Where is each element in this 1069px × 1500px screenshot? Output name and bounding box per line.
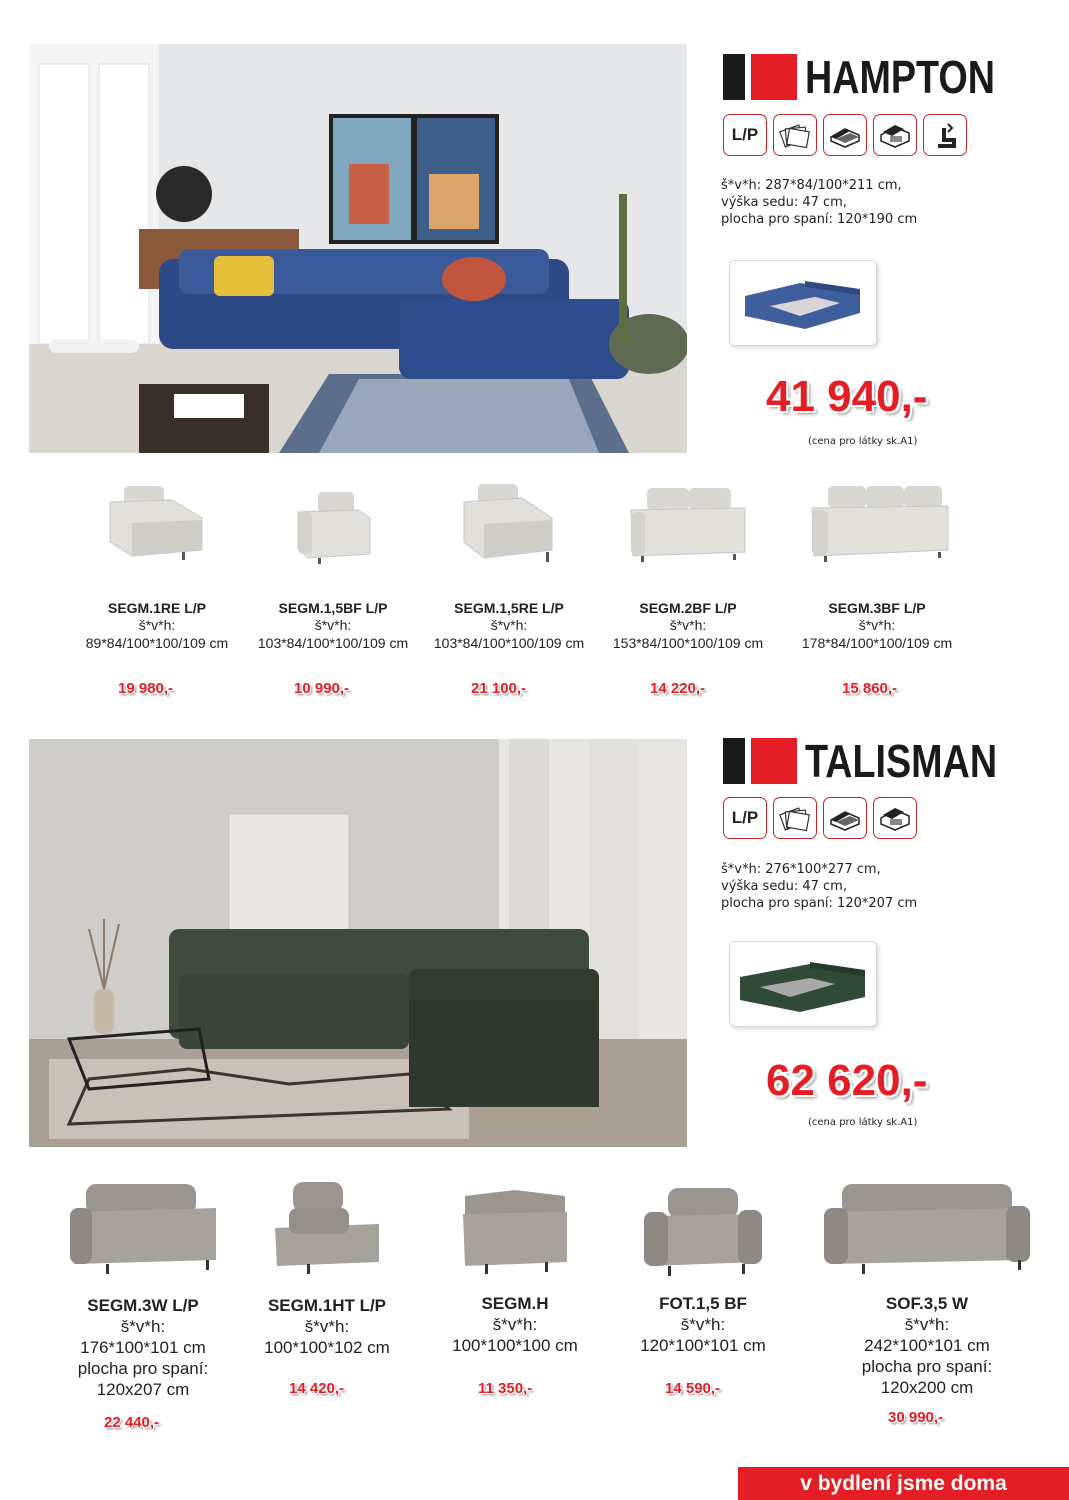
- segment-dim-label: š*v*h:: [304, 1317, 350, 1336]
- hampton-price-note: (cena pro látky sk.A1): [808, 436, 918, 447]
- segment-dim-label: š*v*h:: [490, 617, 528, 633]
- segment-dim-label: š*v*h:: [314, 617, 352, 633]
- spec-line: š*v*h: 287*84/100*211 cm,: [721, 178, 902, 193]
- spec-line: výška sedu: 47 cm,: [721, 195, 847, 210]
- segment-image: [66, 1178, 220, 1278]
- talisman-room-photo: [29, 739, 687, 1147]
- spec-line: plocha pro spaní: 120*207 cm: [721, 896, 918, 911]
- hampton-brand-logo: [723, 51, 1037, 103]
- talisman-segment: [60, 1178, 226, 1400]
- lp-label: L/P: [731, 808, 759, 827]
- lp-badge: [723, 797, 767, 839]
- segment-name: SOF.3,5 W: [885, 1294, 969, 1313]
- segment-image: [454, 478, 564, 568]
- segment-price: 19 980,-: [118, 680, 174, 697]
- logo-red-square: [751, 54, 797, 100]
- talisman-sleep-thumbnail: [729, 941, 877, 1027]
- segment-dims: 103*84/100*100/109 cm: [433, 635, 585, 651]
- talisman-brand-logo: [723, 735, 1039, 787]
- segment-sleep-area: 120x200 cm: [880, 1378, 974, 1397]
- talisman-specs: [721, 861, 917, 912]
- hampton-segment: [246, 478, 420, 652]
- segment-price: 14 590,-: [665, 1380, 721, 1397]
- spec-line: plocha pro spaní: 120*190 cm: [721, 212, 918, 227]
- segment-dims: 153*84/100*100/109 cm: [612, 635, 764, 651]
- hampton-segment: [422, 478, 596, 652]
- hampton-segment: [70, 478, 244, 652]
- talisman-title: TALISMAN: [805, 735, 998, 787]
- logo-black-bar: [723, 738, 745, 784]
- talisman-price-note: (cena pro látky sk.A1): [808, 1117, 918, 1128]
- talisman-feature-icons: [723, 797, 917, 839]
- footer-slogan: v bydlení jsme doma: [800, 1472, 1007, 1495]
- segment-dim-label: š*v*h:: [680, 1315, 726, 1334]
- segment-name: SEGM.1,5RE L/P: [454, 600, 564, 616]
- talisman-price: 62 620,-: [766, 1056, 928, 1105]
- segment-price: 10 990,-: [294, 680, 350, 697]
- segment-dims: 89*84/100*100/109 cm: [85, 635, 229, 651]
- segment-image: [802, 478, 952, 568]
- segment-price: 14 420,-: [289, 1380, 345, 1397]
- headrest-adjust-icon: [923, 114, 967, 156]
- logo-red-square: [751, 738, 797, 784]
- segment-dims: 100*100*102 cm: [264, 1338, 390, 1357]
- hampton-feature-icons: [723, 114, 967, 156]
- segment-name: SEGM.3BF L/P: [828, 600, 926, 616]
- segment-image: [267, 1178, 387, 1278]
- segment-sleep-label: plocha pro spaní:: [77, 1359, 209, 1378]
- logo-black-bar: [723, 54, 745, 100]
- segment-dim-label: š*v*h:: [492, 1315, 538, 1334]
- segment-price: 21 100,-: [471, 680, 527, 697]
- segment-name: FOT.1,5 BF: [659, 1294, 747, 1313]
- segment-image: [822, 1178, 1032, 1278]
- hampton-price: 41 940,-: [766, 372, 928, 421]
- segment-image: [455, 1178, 575, 1278]
- segment-dims: 176*100*101 cm: [80, 1338, 206, 1357]
- segment-dims: 242*100*101 cm: [864, 1336, 990, 1355]
- segment-dims: 100*100*100 cm: [452, 1336, 578, 1355]
- lp-badge: [723, 114, 767, 156]
- segment-dim-label: š*v*h:: [858, 617, 896, 633]
- talisman-segment: [620, 1178, 786, 1356]
- footer-slogan-bar: [738, 1467, 1069, 1500]
- hampton-room-photo: [29, 44, 687, 453]
- segment-price: 15 860,-: [842, 680, 898, 697]
- segment-price: 30 990,-: [888, 1409, 944, 1426]
- segment-name: SEGM.3W L/P: [87, 1296, 199, 1315]
- segment-name: SEGM.1RE L/P: [107, 600, 207, 616]
- segment-name: SEGM.2BF L/P: [639, 600, 737, 616]
- talisman-segment: [822, 1178, 1032, 1398]
- storage-box-icon: [873, 114, 917, 156]
- fabric-swatches-icon: [773, 114, 817, 156]
- sleep-function-icon: [823, 114, 867, 156]
- segment-price: 14 220,-: [650, 680, 706, 697]
- fabric-swatches-icon: [773, 797, 817, 839]
- hampton-segment: [790, 478, 964, 652]
- lp-label: L/P: [731, 125, 759, 144]
- segment-price: 11 350,-: [478, 1380, 533, 1397]
- talisman-segment: [244, 1178, 410, 1358]
- hampton-title: HAMPTON: [805, 51, 996, 103]
- segment-dim-label: š*v*h:: [669, 617, 707, 633]
- segment-dims: 103*84/100*100/109 cm: [257, 635, 409, 651]
- segment-image: [278, 478, 388, 568]
- segment-image: [102, 478, 212, 568]
- segment-dims: 120*100*101 cm: [640, 1336, 766, 1355]
- segment-name: SEGM.1,5BF L/P: [278, 600, 388, 616]
- hampton-segment: [601, 478, 775, 652]
- segment-image: [638, 1178, 768, 1278]
- segment-image: [623, 478, 753, 568]
- segment-name: SEGM.1HT L/P: [267, 1296, 387, 1315]
- segment-dims: 178*84/100*100/109 cm: [801, 635, 953, 651]
- segment-sleep-label: plocha pro spaní:: [861, 1357, 993, 1376]
- hampton-specs: [721, 177, 917, 228]
- segment-name: SEGM.H: [481, 1294, 549, 1313]
- spec-line: výška sedu: 47 cm,: [721, 879, 847, 894]
- segment-dim-label: š*v*h:: [904, 1315, 950, 1334]
- talisman-segment: [432, 1178, 598, 1356]
- hampton-sleep-thumbnail: [729, 260, 877, 346]
- segment-sleep-area: 120x207 cm: [96, 1380, 190, 1399]
- segment-dim-label: š*v*h:: [138, 617, 176, 633]
- storage-box-icon: [873, 797, 917, 839]
- segment-dim-label: š*v*h:: [120, 1317, 166, 1336]
- spec-line: š*v*h: 276*100*277 cm,: [721, 862, 881, 877]
- segment-price: 22 440,-: [104, 1414, 160, 1431]
- sleep-function-icon: [823, 797, 867, 839]
